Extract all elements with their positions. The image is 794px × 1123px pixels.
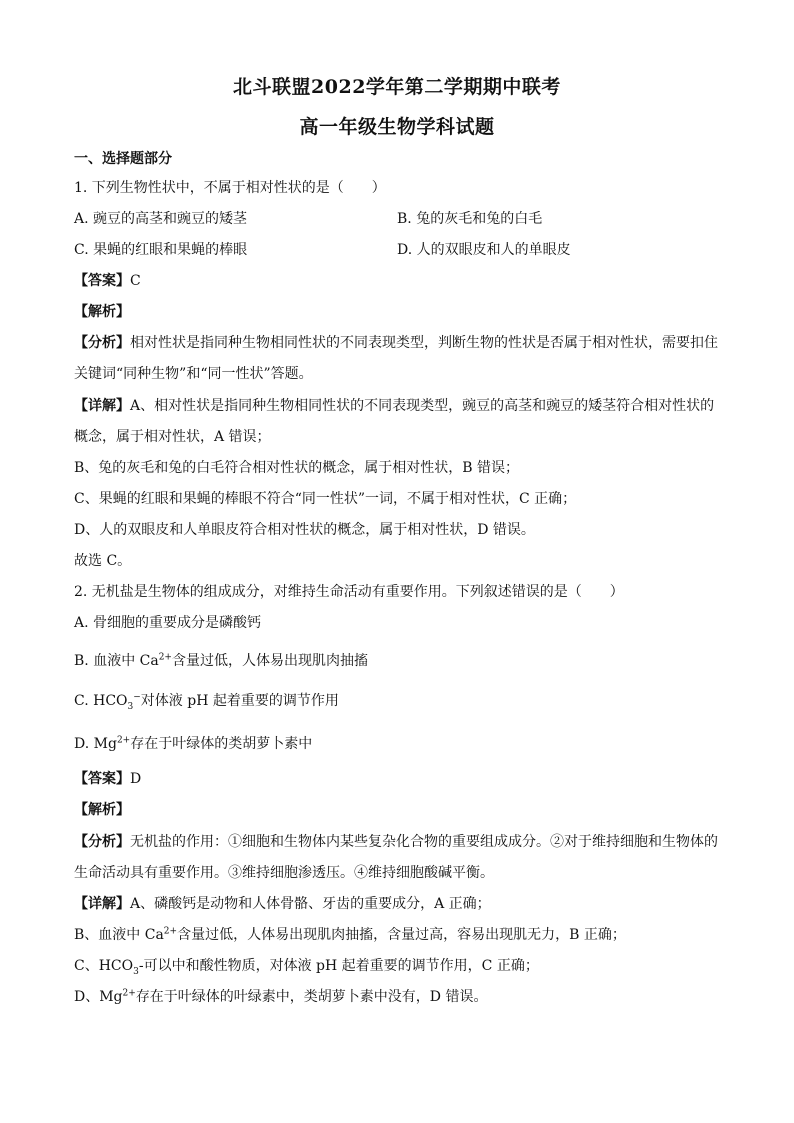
q1-fenxi-line2: 关键词“同种生物”和“同一性状”答题。 [74, 366, 313, 382]
xiangjie-d-text: 存在于叶绿体的叶绿素中，类胡萝卜素中没有，D 错误。 [135, 989, 488, 1005]
q1-option-a: A. 豌豆的高茎和豌豆的矮茎 [74, 211, 248, 227]
q1-option-b: B. 兔的灰毛和兔的白毛 [397, 211, 543, 227]
xiangjie-b-prefix: B、血液中 Ca [74, 927, 164, 943]
fenxi-text: 相对性状是指同种生物相同性状的不同表现类型，判断生物的性状是否属于相对性状，需要扣住 [130, 335, 718, 351]
xiangjie-text: A、磷酸钙是动物和人体骨骼、牙齿的重要成分，A 正确； [130, 896, 491, 912]
q2-option-d [74, 733, 312, 753]
q1-xiangjie-line1 [74, 395, 714, 415]
xiangjie-label: 【详解】 [74, 896, 130, 912]
q2-fenxi-line1 [74, 831, 718, 851]
option-c-text: 对体液 pH 起着重要的调节作用 [140, 693, 339, 709]
q2-xiangjie-line1 [74, 893, 491, 913]
exam-subtitle: 高一年级生物学科试题 [299, 116, 495, 138]
q1-xiangjie-line5: D、人的双眼皮和人单眼皮符合相对性状的概念，属于相对性状，D 错误。 [74, 522, 535, 538]
q1-xiangjie-line2: 概念，属于相对性状，A 错误； [74, 429, 271, 445]
section-heading: 一、选择题部分 [74, 151, 172, 167]
q1-option-c: C. 果蝇的红眼和果蝇的棒眼 [74, 242, 248, 258]
xiangjie-text: A、相对性状是指同种生物相同性状的不同表现类型，豌豆的高茎和豌豆的矮茎符合相对性状的 [130, 398, 715, 414]
option-b-text: 含量过低，人体易出现肌肉抽搐 [171, 653, 368, 669]
fenxi-label: 【分析】 [74, 335, 130, 351]
xiangjie-d-prefix: D、Mg [74, 989, 123, 1005]
xiangjie-c-text: -可以中和酸性物质，对体液 pH 起着重要的调节作用，C 正确； [138, 958, 539, 974]
q2-option-b [74, 650, 368, 670]
ion-charge: 2+ [163, 926, 178, 937]
option-b-prefix: B. 血液中 Ca [74, 653, 159, 669]
xiangjie-c-prefix: C、HCO [74, 958, 134, 974]
q2-option-c [74, 690, 339, 710]
q1-conclusion: 故选 C。 [74, 553, 132, 569]
xiangjie-label: 【详解】 [74, 398, 130, 414]
formula-subscript: 3 [127, 701, 134, 712]
q2-fenxi-line2: 生命活动具有重要作用。③维持细胞渗透压。④维持细胞酸碱平衡。 [74, 865, 494, 881]
fenxi-text: 无机盐的作用：①细胞和生物体内某些复杂化合物的重要组成成分。②对于维持细胞和生物体的 [130, 834, 718, 850]
ion-charge: 2+ [122, 988, 136, 999]
fenxi-label: 【分析】 [74, 834, 130, 850]
ion-charge: 2+ [116, 735, 131, 746]
xiangjie-b-text: 含量过低，人体易出现肌肉抽搐，含量过高，容易出现肌无力，B 正确； [177, 927, 626, 943]
q2-option-a: A. 骨细胞的重要成分是磷酸钙 [74, 615, 262, 631]
answer-label: 【答案】 [74, 771, 130, 787]
q2-analysis-heading: 【解析】 [74, 802, 130, 818]
q1-xiangjie-line4: C、果蝇的红眼和果蝇的棒眼不符合“同一性状”一词，不属于相对性状，C 正确； [74, 491, 577, 507]
answer-value: C [130, 273, 141, 289]
ion-charge: 2+ [158, 652, 172, 663]
option-d-text: 存在于叶绿体的类胡萝卜素中 [130, 736, 313, 752]
q1-fenxi-line1 [74, 332, 718, 352]
q2-stem: 2. 无机盐是生物体的组成成分，对维持生命活动有重要作用。下列叙述错误的是（ ） [74, 584, 624, 600]
ion-charge: − [133, 692, 141, 703]
q1-stem: 1. 下列生物性状中，不属于相对性状的是（ ） [74, 180, 386, 196]
option-c-prefix: C. HCO [74, 693, 128, 709]
q2-xiangjie-line4 [74, 986, 488, 1006]
answer-value: D [130, 771, 142, 787]
formula-subscript: 3 [133, 966, 139, 977]
q2-xiangjie-line3 [74, 955, 539, 975]
q1-xiangjie-line3: B、兔的灰毛和兔的白毛符合相对性状的概念，属于相对性状，B 错误； [74, 460, 520, 476]
q1-analysis-heading: 【解析】 [74, 304, 130, 320]
q2-answer [74, 768, 141, 788]
answer-label: 【答案】 [74, 273, 130, 289]
exam-title: 北斗联盟2022学年第二学期期中联考 [233, 76, 561, 98]
q1-option-d: D. 人的双眼皮和人的单眼皮 [397, 242, 571, 258]
q2-xiangjie-line2 [74, 924, 626, 944]
q1-answer [74, 270, 141, 290]
option-d-prefix: D. Mg [74, 736, 117, 752]
